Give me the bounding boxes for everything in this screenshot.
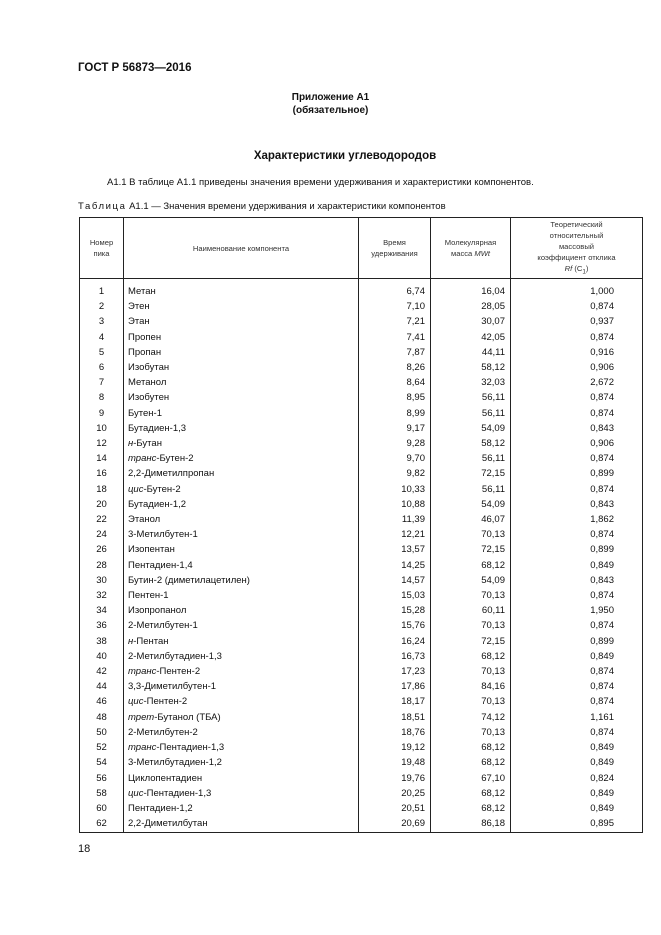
cell-molecular-mass: 86,18	[431, 816, 511, 833]
cell-peak-number: 50	[80, 725, 124, 740]
table-row	[80, 542, 643, 557]
cell-retention-time: 20,25	[359, 786, 431, 801]
cell-molecular-mass: 72,15	[431, 634, 511, 649]
component-name-text: -Бутан	[133, 438, 162, 450]
appendix-status: (обязательное)	[292, 105, 369, 116]
cell-molecular-mass: 70,13	[431, 588, 511, 603]
cell-retention-time: 17,23	[359, 664, 431, 679]
page-number: 18	[78, 843, 91, 855]
component-name-text: Этан	[128, 316, 150, 328]
cell-component-name	[124, 618, 359, 633]
table-row	[80, 345, 643, 360]
component-name-text: 2,2-Диметилбутан	[128, 818, 208, 830]
cell-retention-time: 11,39	[359, 512, 431, 527]
cell-peak-number: 6	[80, 360, 124, 375]
component-name-prefix: транс	[128, 453, 157, 465]
header-molecular-mass	[431, 218, 511, 279]
cell-retention-time: 16,73	[359, 649, 431, 664]
cell-component-name	[124, 649, 359, 664]
header-molecular-mass-line1: Молекулярная	[444, 238, 497, 247]
component-name-text: 2-Метилбутен-2	[128, 726, 198, 738]
cell-response-factor: 2,672	[511, 375, 643, 390]
header-rf-line3: массовый	[558, 241, 595, 251]
cell-component-name	[124, 801, 359, 816]
cell-response-factor: 0,849	[511, 801, 643, 816]
cell-response-factor: 0,843	[511, 497, 643, 512]
cell-peak-number: 62	[80, 816, 124, 833]
table-row	[80, 755, 643, 770]
table-row	[80, 314, 643, 329]
component-name-prefix: н	[128, 635, 134, 647]
cell-peak-number: 10	[80, 421, 124, 436]
header-rf-line2: относительный	[549, 230, 604, 240]
cell-component-name	[124, 482, 359, 497]
cell-response-factor: 1,862	[511, 512, 643, 527]
cell-molecular-mass: 44,11	[431, 345, 511, 360]
table-row	[80, 279, 643, 300]
cell-response-factor: 0,849	[511, 740, 643, 755]
cell-response-factor: 0,843	[511, 573, 643, 588]
component-name-text: -Пентадиен-1,3	[156, 742, 225, 754]
cell-peak-number: 4	[80, 330, 124, 345]
cell-response-factor: 0,874	[511, 588, 643, 603]
component-name-text: Бутен-1	[128, 407, 162, 419]
cell-retention-time: 7,41	[359, 330, 431, 345]
cell-component-name	[124, 390, 359, 405]
cell-peak-number: 34	[80, 603, 124, 618]
cell-component-name	[124, 512, 359, 527]
cell-molecular-mass: 60,11	[431, 603, 511, 618]
cell-peak-number: 12	[80, 436, 124, 451]
cell-component-name	[124, 451, 359, 466]
table-row	[80, 299, 643, 314]
cell-response-factor: 0,937	[511, 314, 643, 329]
cell-component-name	[124, 771, 359, 786]
cell-molecular-mass: 72,15	[431, 466, 511, 481]
retention-table	[79, 217, 643, 833]
cell-peak-number: 38	[80, 634, 124, 649]
component-name-text: -Бутен-2	[156, 453, 194, 465]
cell-response-factor: 0,906	[511, 436, 643, 451]
cell-component-name	[124, 299, 359, 314]
component-name-text: 2-Метилбутадиен-1,3	[128, 650, 222, 662]
cell-retention-time: 9,70	[359, 451, 431, 466]
table-row	[80, 527, 643, 542]
cell-molecular-mass: 68,12	[431, 649, 511, 664]
cell-molecular-mass: 56,11	[431, 390, 511, 405]
cell-peak-number: 7	[80, 375, 124, 390]
header-rf-line1: Теоретический	[550, 219, 603, 229]
section-title: Характеристики углеводородов	[253, 150, 437, 162]
cell-response-factor: 1,000	[511, 279, 643, 300]
cell-component-name	[124, 664, 359, 679]
component-name-text: 2-Метилбутен-1	[128, 620, 198, 632]
cell-peak-number: 58	[80, 786, 124, 801]
cell-retention-time: 14,57	[359, 573, 431, 588]
cell-component-name	[124, 558, 359, 573]
cell-component-name	[124, 345, 359, 360]
cell-retention-time: 9,17	[359, 421, 431, 436]
cell-response-factor: 0,895	[511, 816, 643, 833]
cell-retention-time: 8,64	[359, 375, 431, 390]
cell-molecular-mass: 42,05	[431, 330, 511, 345]
component-name-text: Метанол	[128, 377, 167, 389]
header-rf-c-close: )	[585, 263, 589, 273]
cell-retention-time: 17,86	[359, 679, 431, 694]
component-name-prefix: транс	[128, 742, 157, 754]
cell-peak-number: 46	[80, 694, 124, 709]
cell-response-factor: 0,916	[511, 345, 643, 360]
table-row	[80, 710, 643, 725]
component-name-text: -Бутен-2	[143, 483, 181, 495]
cell-component-name	[124, 360, 359, 375]
cell-retention-time: 15,76	[359, 618, 431, 633]
component-name-text: 3-Метилбутен-1	[128, 529, 198, 541]
component-name-text: Пропен	[128, 331, 162, 343]
header-peak-number-line2: пика	[93, 249, 110, 258]
cell-peak-number: 20	[80, 497, 124, 512]
component-name-prefix: цис	[128, 696, 144, 708]
table-row	[80, 801, 643, 816]
cell-component-name	[124, 466, 359, 481]
table-row	[80, 360, 643, 375]
cell-retention-time: 6,74	[359, 279, 431, 300]
cell-retention-time: 9,82	[359, 466, 431, 481]
cell-retention-time: 18,76	[359, 725, 431, 740]
table-caption	[78, 201, 446, 212]
cell-retention-time: 15,28	[359, 603, 431, 618]
cell-component-name	[124, 314, 359, 329]
cell-response-factor: 0,874	[511, 694, 643, 709]
cell-molecular-mass: 54,09	[431, 421, 511, 436]
cell-retention-time: 18,51	[359, 710, 431, 725]
cell-peak-number: 26	[80, 542, 124, 557]
cell-response-factor: 0,874	[511, 664, 643, 679]
table-row	[80, 786, 643, 801]
cell-molecular-mass: 46,07	[431, 512, 511, 527]
component-name-text: -Пентадиен-1,3	[143, 787, 212, 799]
cell-response-factor: 0,849	[511, 558, 643, 573]
table-row	[80, 436, 643, 451]
component-name-text: -Пентан	[133, 635, 169, 647]
cell-retention-time: 20,51	[359, 801, 431, 816]
table-row	[80, 634, 643, 649]
cell-peak-number: 9	[80, 406, 124, 421]
cell-peak-number: 28	[80, 558, 124, 573]
cell-response-factor: 0,874	[511, 330, 643, 345]
cell-molecular-mass: 28,05	[431, 299, 511, 314]
cell-response-factor: 0,874	[511, 725, 643, 740]
cell-molecular-mass: 58,12	[431, 436, 511, 451]
cell-component-name	[124, 542, 359, 557]
cell-component-name	[124, 406, 359, 421]
header-component-name	[124, 218, 359, 279]
header-rf-c-open: (C	[574, 263, 583, 273]
cell-retention-time: 19,12	[359, 740, 431, 755]
cell-component-name	[124, 527, 359, 542]
cell-molecular-mass: 70,13	[431, 694, 511, 709]
cell-component-name	[124, 279, 359, 300]
component-name-text: Пропан	[128, 346, 162, 358]
cell-component-name	[124, 786, 359, 801]
table-row	[80, 451, 643, 466]
cell-molecular-mass: 68,12	[431, 740, 511, 755]
header-molecular-mass-symbol: MWt	[474, 249, 490, 258]
cell-retention-time: 8,99	[359, 406, 431, 421]
table-row	[80, 512, 643, 527]
cell-retention-time: 13,57	[359, 542, 431, 557]
component-name-text: Этен	[128, 301, 150, 313]
cell-peak-number: 32	[80, 588, 124, 603]
cell-component-name	[124, 436, 359, 451]
cell-response-factor: 0,849	[511, 649, 643, 664]
intro-paragraph: А1.1 В таблице А1.1 приведены значения времени удерживания и характеристики компонентов.	[107, 177, 534, 188]
table-row	[80, 573, 643, 588]
table-row	[80, 740, 643, 755]
component-name-prefix: н	[128, 438, 134, 450]
header-retention-time	[359, 218, 431, 279]
cell-peak-number: 16	[80, 466, 124, 481]
cell-molecular-mass: 58,12	[431, 360, 511, 375]
component-name-prefix: цис	[128, 787, 144, 799]
component-name-text: Пентен-1	[128, 590, 169, 602]
cell-peak-number: 24	[80, 527, 124, 542]
cell-component-name	[124, 725, 359, 740]
cell-response-factor: 0,874	[511, 390, 643, 405]
component-name-text: 3,3-Диметилбутен-1	[128, 681, 217, 693]
component-name-text: Изопентан	[128, 544, 175, 556]
component-name-text: Изопропанол	[128, 605, 187, 617]
component-name-text: 3-Метилбутадиен-1,2	[128, 757, 222, 769]
table-row	[80, 618, 643, 633]
cell-retention-time: 9,28	[359, 436, 431, 451]
cell-response-factor: 0,899	[511, 466, 643, 481]
table-row	[80, 664, 643, 679]
cell-retention-time: 7,87	[359, 345, 431, 360]
component-name-text: Циклопентадиен	[128, 772, 203, 784]
document-standard-number: ГОСТ Р 56873—2016	[78, 62, 192, 74]
cell-response-factor: 0,849	[511, 755, 643, 770]
header-peak-number	[80, 218, 124, 279]
table-row	[80, 390, 643, 405]
cell-response-factor: 0,874	[511, 406, 643, 421]
cell-peak-number: 2	[80, 299, 124, 314]
cell-molecular-mass: 68,12	[431, 801, 511, 816]
cell-response-factor: 1,161	[511, 710, 643, 725]
cell-retention-time: 15,03	[359, 588, 431, 603]
component-name-prefix: транс	[128, 666, 157, 678]
cell-component-name	[124, 421, 359, 436]
header-rf-symbol: Rf	[564, 263, 573, 273]
cell-retention-time: 7,10	[359, 299, 431, 314]
cell-peak-number: 56	[80, 771, 124, 786]
header-peak-number-line1: Номер	[89, 238, 114, 247]
header-response-factor	[511, 218, 643, 279]
table-body	[80, 279, 643, 833]
cell-component-name	[124, 330, 359, 345]
cell-molecular-mass: 74,12	[431, 710, 511, 725]
cell-molecular-mass: 72,15	[431, 542, 511, 557]
cell-response-factor: 0,874	[511, 679, 643, 694]
cell-peak-number: 60	[80, 801, 124, 816]
cell-response-factor: 0,824	[511, 771, 643, 786]
cell-component-name	[124, 740, 359, 755]
cell-response-factor: 0,874	[511, 482, 643, 497]
cell-molecular-mass: 30,07	[431, 314, 511, 329]
cell-peak-number: 52	[80, 740, 124, 755]
cell-peak-number: 8	[80, 390, 124, 405]
cell-peak-number: 36	[80, 618, 124, 633]
cell-peak-number: 5	[80, 345, 124, 360]
cell-response-factor: 0,874	[511, 527, 643, 542]
component-name-text: Этанол	[128, 514, 161, 526]
cell-molecular-mass: 70,13	[431, 725, 511, 740]
table-row	[80, 421, 643, 436]
cell-peak-number: 48	[80, 710, 124, 725]
cell-molecular-mass: 56,11	[431, 451, 511, 466]
component-name-text: 2,2-Диметилпропан	[128, 468, 215, 480]
cell-peak-number: 54	[80, 755, 124, 770]
cell-component-name	[124, 694, 359, 709]
cell-molecular-mass: 70,13	[431, 618, 511, 633]
cell-molecular-mass: 54,09	[431, 573, 511, 588]
table-row	[80, 679, 643, 694]
cell-retention-time: 19,48	[359, 755, 431, 770]
cell-peak-number: 42	[80, 664, 124, 679]
cell-retention-time: 10,88	[359, 497, 431, 512]
cell-component-name	[124, 573, 359, 588]
cell-component-name	[124, 588, 359, 603]
cell-retention-time: 14,25	[359, 558, 431, 573]
cell-retention-time: 12,21	[359, 527, 431, 542]
table-caption-text: А1.1 — Значения времени удерживания и характеристики компонентов	[129, 201, 446, 212]
table-row	[80, 466, 643, 481]
cell-molecular-mass: 67,10	[431, 771, 511, 786]
cell-retention-time: 10,33	[359, 482, 431, 497]
cell-molecular-mass: 70,13	[431, 664, 511, 679]
cell-molecular-mass: 16,04	[431, 279, 511, 300]
table-row	[80, 558, 643, 573]
cell-molecular-mass: 68,12	[431, 786, 511, 801]
cell-molecular-mass: 84,16	[431, 679, 511, 694]
component-name-text: Бутин-2 (диметилацетилен)	[128, 574, 250, 586]
table-row	[80, 588, 643, 603]
cell-response-factor: 0,874	[511, 618, 643, 633]
cell-retention-time: 18,17	[359, 694, 431, 709]
header-rf-c-sub: 1	[582, 268, 586, 276]
component-name-text: -Пентен-2	[156, 666, 201, 678]
cell-component-name	[124, 755, 359, 770]
cell-peak-number: 1	[80, 279, 124, 300]
component-name-text: Пентадиен-1,2	[128, 802, 193, 814]
table-row	[80, 603, 643, 618]
table-row	[80, 649, 643, 664]
cell-molecular-mass: 56,11	[431, 406, 511, 421]
cell-molecular-mass: 68,12	[431, 755, 511, 770]
cell-molecular-mass: 56,11	[431, 482, 511, 497]
cell-response-factor: 1,950	[511, 603, 643, 618]
cell-molecular-mass: 70,13	[431, 527, 511, 542]
cell-retention-time: 16,24	[359, 634, 431, 649]
table-row	[80, 375, 643, 390]
table-row	[80, 816, 643, 833]
header-rf-line4: коэффициент отклика	[537, 252, 616, 262]
component-name-text: Изобутан	[128, 362, 170, 374]
cell-peak-number: 18	[80, 482, 124, 497]
header-retention-time-line2: удерживания	[371, 249, 418, 258]
cell-retention-time: 8,95	[359, 390, 431, 405]
table-row	[80, 771, 643, 786]
cell-response-factor: 0,874	[511, 451, 643, 466]
header-molecular-mass-line2: масса	[451, 249, 473, 258]
cell-component-name	[124, 375, 359, 390]
component-name-text: Метан	[128, 286, 156, 297]
component-name-text: -Бутанол (ТБА)	[154, 711, 221, 723]
cell-response-factor: 0,843	[511, 421, 643, 436]
component-name-text: Бутадиен-1,3	[128, 422, 187, 434]
cell-molecular-mass: 54,09	[431, 497, 511, 512]
table-row	[80, 725, 643, 740]
component-name-text: Пентадиен-1,4	[128, 559, 193, 571]
cell-retention-time: 19,76	[359, 771, 431, 786]
cell-molecular-mass: 68,12	[431, 558, 511, 573]
component-name-text: Бутадиен-1,2	[128, 498, 187, 510]
cell-component-name	[124, 603, 359, 618]
cell-component-name	[124, 679, 359, 694]
component-name-text: Изобутен	[128, 392, 170, 404]
cell-molecular-mass: 32,03	[431, 375, 511, 390]
cell-component-name	[124, 710, 359, 725]
component-name-prefix: цис	[128, 483, 144, 495]
table-header-row	[80, 218, 643, 279]
table-caption-label: Таблица	[78, 201, 127, 212]
cell-component-name	[124, 634, 359, 649]
table-row	[80, 482, 643, 497]
cell-response-factor: 0,899	[511, 634, 643, 649]
component-name-prefix: трет	[128, 711, 155, 723]
cell-peak-number: 30	[80, 573, 124, 588]
cell-peak-number: 44	[80, 679, 124, 694]
cell-retention-time: 8,26	[359, 360, 431, 375]
cell-peak-number: 22	[80, 512, 124, 527]
cell-component-name	[124, 497, 359, 512]
component-name-text: -Пентен-2	[143, 696, 188, 708]
cell-peak-number: 3	[80, 314, 124, 329]
table-row	[80, 406, 643, 421]
cell-response-factor: 0,906	[511, 360, 643, 375]
appendix-title: Приложение А1	[291, 92, 370, 103]
cell-component-name	[124, 816, 359, 833]
header-retention-time-line1: Время	[383, 238, 406, 247]
cell-peak-number: 40	[80, 649, 124, 664]
cell-response-factor: 0,849	[511, 786, 643, 801]
table-row	[80, 694, 643, 709]
cell-response-factor: 0,874	[511, 299, 643, 314]
cell-retention-time: 7,21	[359, 314, 431, 329]
cell-response-factor: 0,899	[511, 542, 643, 557]
table-row	[80, 497, 643, 512]
cell-peak-number: 14	[80, 451, 124, 466]
header-component-name-text: Наименование компонента	[192, 243, 290, 253]
table-row	[80, 330, 643, 345]
cell-retention-time: 20,69	[359, 816, 431, 833]
